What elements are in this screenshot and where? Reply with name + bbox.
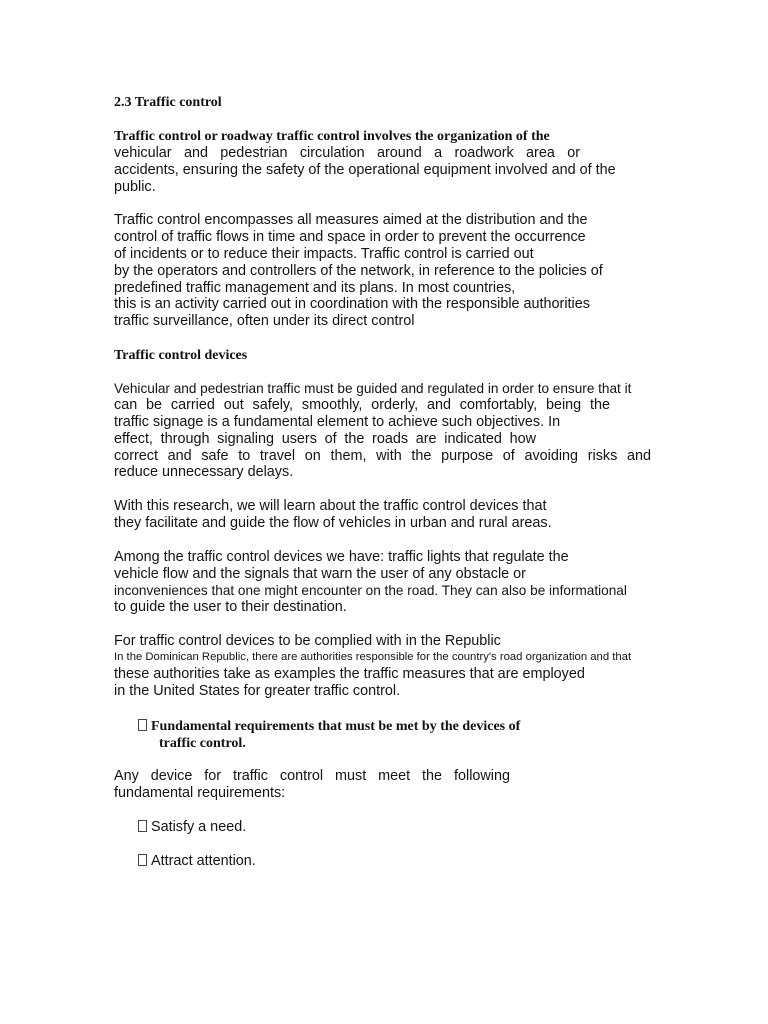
para6-line4: in the United States for greater traffic control. — [114, 683, 401, 699]
subheading: Traffic control devices — [114, 348, 248, 363]
para2-line5: predefined traffic management and its plans. In most countries, — [114, 280, 516, 296]
para3-line6: reduce unnecessary delays. — [114, 464, 294, 480]
bullet-heading-line2: traffic control. — [159, 736, 246, 751]
para2-line6: this is an activity carried out in coordination with the responsible authorities — [114, 296, 590, 312]
para5-line1: Among the traffic control devices we have: traffic lights that regulate the — [114, 549, 569, 565]
para3-line4: effect, through signaling users of the roads are indicated how — [114, 431, 536, 447]
para5-line3: inconveniences that one might encounter on the road. They can also be informational — [114, 583, 627, 598]
para2-line1: Traffic control encompasses all measures aimed at the distribution and the — [114, 212, 588, 228]
para6-line3: these authorities take as examples the traffic measures that are employed — [114, 666, 585, 682]
para3-line1: Vehicular and pedestrian traffic must be guided and regulated in order to ensure that it — [114, 381, 632, 396]
para2-line7: traffic surveillance, often under its direct control — [114, 313, 415, 329]
para1-line4: public. — [114, 179, 156, 195]
para7-line1: Any device for traffic control must meet the following — [114, 768, 510, 784]
para3-line5: correct and safe to travel on them, with the purpose of avoiding risks and — [114, 448, 651, 464]
para1-line1: Traffic control or roadway traffic control involves the organization of the — [114, 129, 550, 144]
para2-line3: of incidents or to reduce their impacts. Traffic control is carried out — [114, 246, 534, 262]
para1-line2: vehicular and pedestrian circulation around a roadwork area or — [114, 145, 580, 161]
para2-line4: by the operators and controllers of the network, in reference to the policies of — [114, 263, 603, 279]
bullet-box-icon — [138, 719, 147, 731]
bullet-box-icon — [138, 854, 147, 866]
para4-line1: With this research, we will learn about the traffic control devices that — [114, 498, 547, 514]
para6-line1: For traffic control devices to be complied with in the Republic — [114, 633, 501, 649]
para3-line3: traffic signage is a fundamental element to achieve such objectives. In — [114, 414, 561, 430]
bullet-heading — [138, 718, 520, 735]
para7-line2: fundamental requirements: — [114, 785, 286, 801]
para6-line2: In the Dominican Republic, there are authorities responsible for the country's road organization and that — [114, 651, 632, 663]
para2-line2: control of traffic flows in time and space in order to prevent the occurrence — [114, 229, 586, 245]
para5-line4: to guide the user to their destination. — [114, 599, 347, 615]
requirement-item — [138, 853, 256, 870]
requirement-text: Attract attention. — [151, 853, 256, 869]
section-heading: 2.3 Traffic control — [114, 95, 222, 110]
para4-line2: they facilitate and guide the flow of vehicles in urban and rural areas. — [114, 515, 552, 531]
bullet-box-icon — [138, 820, 147, 832]
requirement-item — [138, 819, 246, 836]
requirement-text: Satisfy a need. — [151, 819, 247, 835]
para5-line2: vehicle flow and the signals that warn the user of any obstacle or — [114, 566, 526, 582]
para1-line3: accidents, ensuring the safety of the operational equipment involved and of the — [114, 162, 616, 178]
para3-line2: can be carried out safely, smoothly, orderly, and comfortably, being the — [114, 397, 610, 413]
bullet-heading-line1: Fundamental requirements that must be met by the devices of — [151, 719, 521, 734]
